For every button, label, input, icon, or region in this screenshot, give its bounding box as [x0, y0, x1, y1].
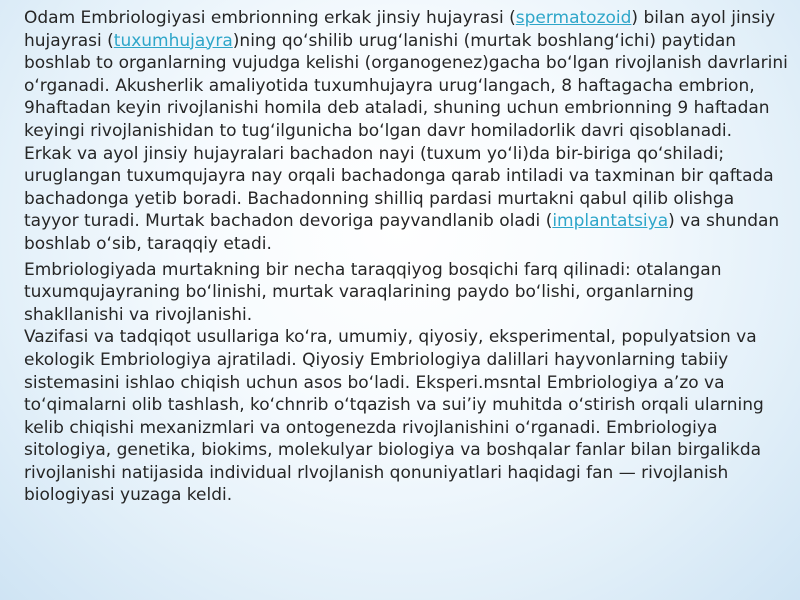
paragraph-text: ) va shundan boshlab o‘sib, taraqqiy etadi.	[24, 211, 780, 254]
document-body	[24, 7, 794, 507]
paragraph-development-stages: Embriologiyada murtakning bir necha taraqqiyog bosqichi farq qilinadi: otalangan tuxumqujayraning bo‘linishi, murtak varaqlarining paydo bo‘lishi, organlarning shakllanishi va rivojlanishi.	[24, 259, 722, 325]
link-spermatozoid[interactable]: spermatozoid	[515, 8, 632, 28]
paragraph-research-methods: Vazifasi va tadqiqot usullariga ko‘ra, umumiy, qiyosiy, eksperimental, populyatsion va ekologik Embriologiya ajratiladi. Qiyosiy Embriologiya dalillari hayvonlarning tabiiy sistemasini ishlao chiqish uchun asos bo‘ladi. Eksperi.msntal Embriologiya a’zo va to‘qimalarni olib tashlash, ko‘chnrib o‘tqazish va sui’iy muhitda o‘stirish orqali ularning kelib chiqishi mexanizmlari va ontogenezda rivojlanishini o‘rganadi. Embriologiya sitologiya, genetika, biokims, molekulyar biologiya va boshqalar fanlar bilan birgalikda rivojlanishi natijasida individual rlvojlanish qonuniyatlari haqidagi fan — rivojlanish biologiyasi yuzaga keldi.	[24, 327, 764, 506]
paragraph-text: Erkak va ayol jinsiy hujayralari bachadon nayi (tuxum yo‘li)da bir-biriga qo‘shiladi; uruglangan tuxumqujayra nay orqali bachadonga qarab intiladi va taxminan bir qaftada bachadonga yetib boradi. Bachadonning shilliq pardasi murtakni qabul qilib olishga tayyor turadi. Murtak bachadon devoriga payvandlanib oladi (	[24, 143, 774, 232]
paragraph-text: Odam Embriologiyasi embrionning erkak jinsiy hujayrasi (	[24, 8, 516, 28]
paragraph-text: ) bilan ayol jinsiy hujayrasi (	[24, 8, 776, 51]
paragraph-embryology-definition	[24, 7, 794, 143]
paragraph-fertilization	[24, 143, 794, 256]
link-implantatsiya[interactable]: implantatsiya	[552, 211, 669, 232]
paragraph-text: )ning qo‘shilib urug‘lanishi (murtak boshlang‘ichi) paytidan boshlab to organlarning vujudga kelishi (organogenez)gacha bo‘lgan rivojlanish davrlarini o‘rganadi. Akusherlik amaliyotida tuxumhujayra urug‘langach, 8 haftagacha embrion, 9haftadan keyin rivojlanishi homila deb ataladi, shuning uchun embrionning 9 haftadan keyingi rivojlanishidan to tug‘ilgunicha bo‘lgan davr homiladorlik davri qisoblanadi.	[24, 30, 788, 141]
link-tuxumhujayra[interactable]: tuxumhujayra	[113, 30, 233, 51]
